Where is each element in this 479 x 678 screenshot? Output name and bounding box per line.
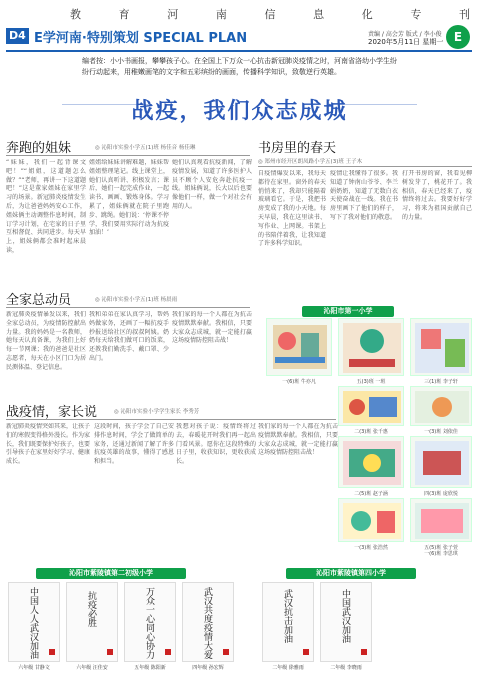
date-line: 2020年5月11日 星期一 [368,38,444,46]
student-artwork [410,318,472,376]
seal-mark [107,649,113,655]
article-column: 打开书房的窗，我看见柳树发芽了，桃花开了。我相信，春天已经来了，疫情终将过去。我要好好学习，将来为祖国贡献自己的力量。 [402,170,472,221]
masthead-letter: 河 [167,8,179,21]
calligraphy-caption: 四年级 孙宏辉 [192,665,224,671]
article-column: 她们认真观看抗疫新闻，了解疫情发展，知道了许多医护人员不顾个人安危奔赴抗疫一线。姐妹俩说，长大以后也要像他们一样，做一个对社会有用的人。 [172,159,252,210]
school-banner: 沁阳市紫陵镇第四小学 [286,568,416,579]
student-artwork [410,386,472,426]
page-header [0,24,479,50]
calligraphy-work [262,582,314,662]
calligraphy-text: 中国人人武汉加油 [28,587,38,659]
student-artwork [338,386,404,426]
article-column: 我们家的每一个人都在为抗击疫情默默奉献。我相信，只要大家众志成城，就一定能打赢这场疫情防控阻击战！ [172,311,252,345]
student-artwork [338,498,404,542]
article-byline: ◎ 沁阳市实验小学学生家长 李秀芳 [114,409,200,415]
artwork-caption: 二(5)班 赵子涵 [354,491,388,497]
student-artwork [266,318,332,376]
school-banner: 沁阳市第一小学 [302,306,394,317]
article-title: 书房里的春天 [258,141,337,156]
artwork-caption: 四(3)班 庞欣悦 [424,491,458,497]
calligraphy-caption: 二年级 李晓雨 [330,665,362,671]
calligraphy-text: 中国武汉加油 [340,589,350,643]
artwork-caption: 二(3)班 张千惠 [354,429,388,435]
calligraphy-caption: 六年级 汪佳安 [76,665,108,671]
masthead-band [0,0,479,22]
calligraphy-text: 万众一心同心协力 [144,587,154,659]
artwork-caption: 一(6)班 牛亦凡 [282,379,316,385]
page-title: E学河南·特别策划 SPECIAL PLAN [34,31,248,46]
newspaper-logo-icon: E [446,25,470,49]
calligraphy-caption: 六年级 甘静文 [18,665,50,671]
seal-mark [49,649,55,655]
section-divider [6,419,336,420]
section-divider [258,166,472,167]
calligraphy-caption: 五年级 陈阳新 [134,665,166,671]
article-column: 姐姐给妹妹讲解难题，妹妹帮姐姐整理笔记。线上课堂上，她们认真听讲、积极发言；课后，她们一起完成作业，一起读书、画画、锻炼身体。学习累了，姐妹俩就在院子里跑步、跳绳。她们说：‘停课不停学，我们要用实际行动为抗疫加油！’ [89,159,169,237]
artwork-caption: 三(1)班 李子轩 [424,379,458,385]
editor-note: 编者按：小小书画报，攀攀孩子心。在全国上下万众一心抗击新冠肺炎疫情之时，河南省洛幼小学生纷纷行动起来，用稚嫩画笔的文字和五彩缤纷的画面，传播科学知识，致敬逆行英雄。 [82,57,397,76]
article-column: 疫情让我懂得了很多。我知道了钟南山爷爷、李兰娟奶奶，知道了无数白衣天使奋战在一线。我在书房里画下了他们的样子，写下了我对他们的敬意。 [330,170,398,221]
article-column: “妹妹，我们一起背课文吧！”“姐姐，这道题怎么做？”“老师，再讲一下这道题吧！”这是董家姐妹在家里学习的场景。新冠肺炎疫情发生后，为让爸爸妈妈安心工作，姐妹俩主动调整作息时间，制订学习计划，在宅家的日子里互相督促、共同进步。每天早上，姐妹俩都会准时起床晨读， [6,159,86,254]
student-artwork [410,498,472,542]
calligraphy-text: 武汉抗击加油 [282,589,292,643]
section-divider [6,155,250,156]
calligraphy-text: 抗疫必胜 [86,591,96,627]
page-number-badge: D4 [6,28,29,44]
article-byline: ◎ 沁阳市实验小学五(1)班 杨晨雨 [95,297,178,303]
article-byline: ◎ 沁阳市实验小学五(1)班 杨佳音 杨佳琳 [95,145,196,151]
calligraphy-work [66,582,118,662]
article-title: 奔跑的姐妹 [6,141,72,156]
masthead-letter: 专 [410,8,422,21]
calligraphy-work [8,582,60,662]
masthead-letter: 育 [118,8,130,21]
calligraphy-text: 武汉共度疫情大爱 [202,587,212,659]
seal-mark [361,649,367,655]
calligraphy-work [320,582,372,662]
student-artwork [338,318,404,376]
masthead-letters [70,6,470,20]
student-artwork [410,436,472,488]
student-artwork [338,436,404,488]
section-divider [6,307,250,308]
article-title: 战疫情，家长说 [6,405,98,420]
calligraphy-work [182,582,234,662]
article-column: 这段时间，孩子学会了自己安排作息时间，学会了做简单的家务，还通过新闻了解了许多抗疫英雄的故事，懂得了感恩和担当。 [94,423,174,466]
seal-mark [165,649,171,655]
artwork-caption: 一(3)班 刘依佳 [424,429,458,435]
artwork-caption: 一(6)班 李思琪 [424,551,458,557]
masthead-letter: 南 [215,8,227,21]
artwork-caption: 一(3)班 张浩然 [354,545,388,551]
headline: 战疫，我们众志成城 [131,99,348,124]
masthead-letter: 化 [361,8,373,21]
masthead-letter: 息 [313,8,325,21]
seal-mark [223,649,229,655]
article-byline: ◎ 郑州市经开区朗凤路小学五(3)班 王子木 [258,159,363,165]
article-column: 自疫情爆发以来，我每天都待在家里。窗外的春天悄悄来了，我却只能隔着玻璃看它。于是，我把书房变成了我的小天地。每天早晨，我在这里读书、写作业、上网课。书架上的书陪伴着我，让我知道了许多科学知识。 [258,170,326,248]
article-title: 全家总动员 [6,293,72,308]
header-divider [6,50,472,52]
masthead-letter: 刊 [459,8,470,21]
article-column: 我们家的每一个人都在为抗击疫情默默奉献。我相信，只要大家众志成城，就一定能打赢这场疫情防控阻击战！ [258,423,338,457]
editor-line: 责编 / 高会芳 版式 / 李小俊 [368,31,442,38]
article-column: 我想对孩子说：疫情终将过去，春暖花开时我们再一起出门看风景。愿你在这段特殊的日子里，收获知识，更收获成长。 [176,423,256,466]
calligraphy-caption: 二年级 徐雅雨 [272,665,304,671]
article-column: 新冠肺炎疫情突如其来，让孩子们的寒假变得格外漫长。作为家长，我们既要保护好孩子，也要引导孩子在家里好好学习、健康成长。 [6,423,90,466]
calligraphy-work [124,582,176,662]
masthead-letter: 信 [264,8,276,21]
artwork-caption: 五(3)班 一班 [356,379,386,385]
artwork-caption: 五(5)班 张子萱 [424,545,458,551]
seal-mark [303,649,309,655]
article-column: 我和弟弟在家认真学习，帮妈妈做家务，还画了一幅抗疫手抄报送给社区的叔叔阿姨。奶奶每天给我们做可口的饭菜，还教我们勤洗手、戴口罩、少出门。 [89,311,169,362]
school-banner: 沁阳市紫陵镇第二初级小学 [36,568,186,579]
masthead-letter: 教 [70,8,81,21]
article-column: 新冠肺炎疫情暴发以来，我们全家总动员，为疫情防控献出力量。我的妈妈是一名教师，她每天认真备课，为我们上好每一节网课；我的爸爸是社区志愿者，每天在小区门口为居民测体温、登记信息。 [6,311,86,371]
